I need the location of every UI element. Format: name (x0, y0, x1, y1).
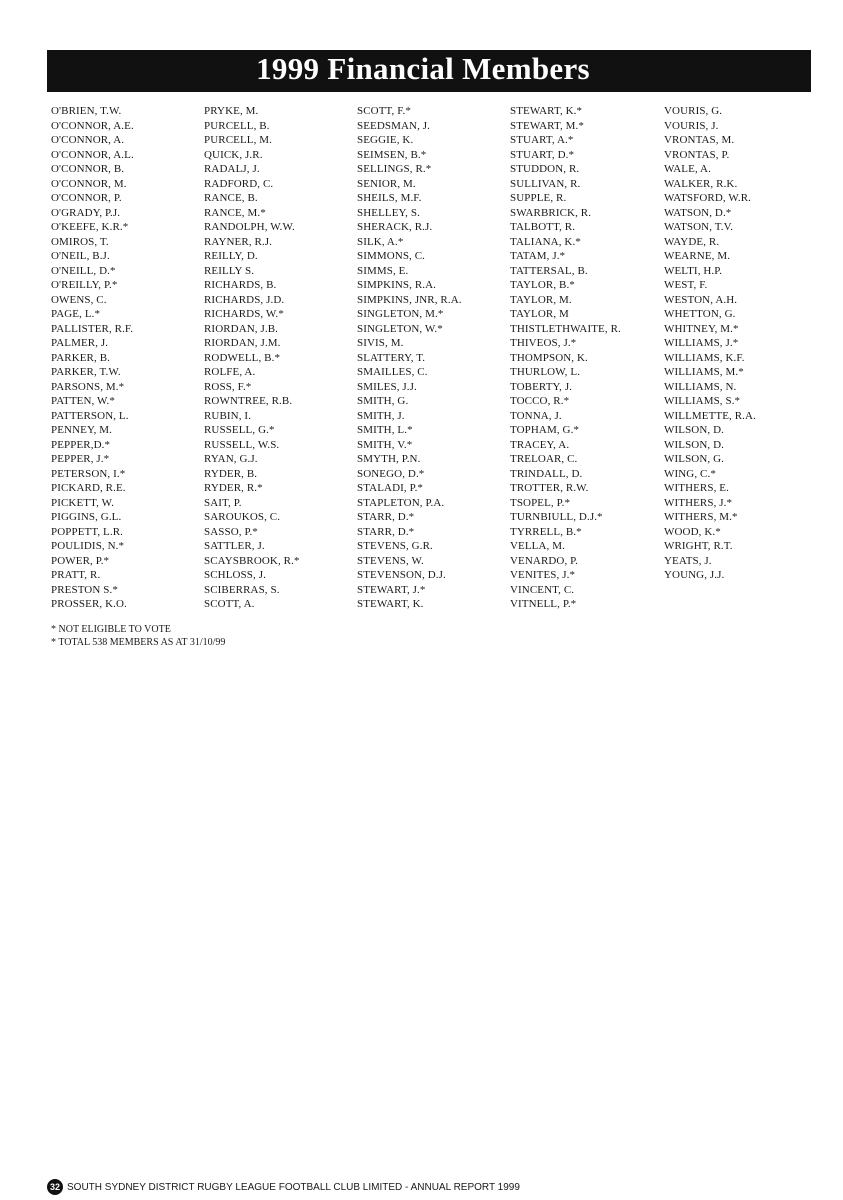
member-name: SCHLOSS, J. (204, 569, 266, 581)
member-name: WITHERS, J.* (664, 496, 733, 509)
member-name: TAYLOR, M (510, 308, 569, 320)
member-name: RAYNER, R.J. (204, 235, 273, 248)
member-name: RODWELL, B.* (204, 351, 281, 364)
member-name: SMITH, V.* (357, 438, 413, 451)
member-name: SAROUKOS, C. (204, 511, 281, 523)
member-name: WILLIAMS, J.* (664, 337, 739, 349)
member-name: WALE, A. (664, 163, 711, 175)
member-name: SEIMSEN, B.* (357, 148, 427, 161)
member-name: WOOD, K.* (664, 525, 721, 538)
member-name: STAPLETON, P.A. (357, 496, 445, 509)
member-name: WING, C.* (664, 467, 716, 480)
member-name: SINGLETON, M.* (357, 308, 444, 320)
member-name: RIORDAN, J.M. (204, 337, 281, 349)
member-name: RYDER, B. (204, 467, 258, 480)
member-name: RIORDAN, J.B. (204, 322, 279, 335)
member-name: THOMPSON, K. (510, 351, 588, 364)
member-name: PURCELL, M. (204, 134, 273, 146)
member-name: SCAYSBROOK, R.* (204, 554, 300, 567)
member-name: WALKER, R.K. (664, 177, 738, 190)
member-name: TALBOTT, R. (510, 221, 576, 233)
member-column-1 (51, 104, 134, 612)
member-name: SIMPKINS, R.A. (357, 279, 437, 291)
member-name: VRONTAS, P. (664, 148, 730, 161)
member-name: VINCENT, C. (510, 583, 575, 596)
member-name: PARKER, B. (51, 351, 110, 364)
member-name: O'CONNOR, P. (51, 192, 122, 204)
member-name: SONEGO, D.* (357, 467, 425, 480)
member-name: SCOTT, F.* (357, 105, 412, 117)
member-name: STEWART, J.* (357, 583, 426, 596)
member-name: PURCELL, B. (204, 119, 270, 132)
member-name: PARKER, T.W. (51, 366, 121, 378)
member-name: TAYLOR, B.* (510, 279, 575, 291)
member-name: SELLINGS, R.* (357, 163, 432, 175)
member-name: TATAM, J.* (510, 250, 566, 262)
member-name: WILSON, D. (664, 438, 724, 451)
member-name: SENIOR, M. (357, 177, 416, 190)
member-name: WAYDE, R. (664, 235, 720, 248)
member-name: PALLISTER, R.F. (51, 322, 134, 335)
member-name: WHETTON, G. (664, 308, 736, 320)
member-name: WEARNE, M. (664, 250, 731, 262)
member-name: SMITH, G. (357, 395, 409, 407)
member-name: YOUNG, J.J. (664, 569, 725, 581)
member-name: STUART, A.* (510, 134, 574, 146)
member-name: PATTERSON, L. (51, 409, 129, 422)
member-name: O'REILLY, P.* (51, 279, 118, 291)
member-name: WILLIAMS, M.* (664, 366, 744, 378)
member-name: SWARBRICK, R. (510, 206, 592, 219)
member-name: REILLY S. (204, 264, 255, 277)
member-name: TOPHAM, G.* (510, 424, 580, 436)
member-name: RADFORD, C. (204, 177, 274, 190)
member-name: SINGLETON, W.* (357, 322, 443, 335)
member-name: SEEDSMAN, J. (357, 119, 431, 132)
member-name: PIGGINS, G.L. (51, 511, 122, 523)
member-name: O'CONNOR, A. (51, 134, 125, 146)
member-column-4 (510, 104, 621, 612)
member-name: PAGE, L.* (51, 308, 101, 320)
member-name: TONNA, J. (510, 409, 562, 422)
member-column-5 (664, 104, 756, 583)
page-number: 32 (47, 1179, 63, 1195)
member-name: OMIROS, T. (51, 235, 109, 248)
member-name: O'KEEFE, K.R.* (51, 221, 129, 233)
member-name: QUICK, J.R. (204, 148, 263, 161)
member-column-3 (357, 104, 462, 612)
member-name: STEWART, K.* (510, 105, 583, 117)
member-name: PALMER, J. (51, 337, 109, 349)
member-name: SLATTERY, T. (357, 351, 426, 364)
page-title: 1999 Financial Members (256, 51, 590, 86)
member-name: SHELLEY, S. (357, 206, 420, 219)
member-name: POULIDIS, N.* (51, 540, 125, 552)
member-name: STEWART, K. (357, 598, 424, 610)
footnotes (51, 623, 225, 649)
member-name: TSOPEL, P.* (510, 496, 571, 509)
member-name: SMITH, J. (357, 409, 405, 422)
member-name: RANCE, B. (204, 192, 258, 204)
member-name: RYAN, G.J. (204, 453, 258, 465)
member-name: O'GRADY, P.J. (51, 206, 121, 219)
member-name: PRESTON S.* (51, 583, 118, 596)
member-name: RANDOLPH, W.W. (204, 221, 295, 233)
member-name: VOURIS, J. (664, 119, 719, 132)
member-name: O'BRIEN, T.W. (51, 105, 122, 117)
member-name: PATTEN, W.* (51, 395, 115, 407)
member-name: O'NEILL, D.* (51, 264, 116, 277)
member-name: STUDDON, R. (510, 163, 580, 175)
member-name: SMAILLES, C. (357, 366, 428, 378)
title-banner (47, 50, 811, 92)
member-name: STEVENS, G.R. (357, 540, 433, 552)
member-name: SMITH, L.* (357, 424, 413, 436)
member-name: TOCCO, R.* (510, 395, 570, 407)
member-name: RANCE, M.* (204, 206, 266, 219)
member-name: ROLFE, A. (204, 366, 256, 378)
member-name: WITHERS, M.* (664, 511, 738, 523)
member-name: PETERSON, I.* (51, 467, 126, 480)
member-name: SAIT, P. (204, 496, 242, 509)
member-name: VENITES, J.* (510, 569, 576, 581)
member-name: SEGGIE, K. (357, 134, 414, 146)
footnote-total-members: * TOTAL 538 MEMBERS AS AT 31/10/99 (51, 637, 226, 648)
member-name: TAYLOR, M. (510, 293, 572, 306)
member-name: TALIANA, K.* (510, 235, 581, 248)
member-name: PICKETT, W. (51, 496, 114, 509)
member-name: WHITNEY, M.* (664, 322, 739, 335)
member-name: SHEILS, M.F. (357, 192, 422, 204)
member-name: PROSSER, K.O. (51, 598, 127, 610)
member-name: ROWNTREE, R.B. (204, 395, 293, 407)
member-name: ROSS, F.* (204, 380, 252, 393)
member-name: VENARDO, P. (510, 554, 579, 567)
member-name: O'CONNOR, A.E. (51, 119, 134, 132)
member-column-2 (204, 104, 300, 612)
member-name: SIMMS, E. (357, 264, 409, 277)
page-footer (47, 1179, 520, 1195)
member-name: OWENS, C. (51, 293, 107, 306)
member-name: YEATS, J. (664, 554, 712, 567)
member-name: POWER, P.* (51, 554, 110, 567)
member-name: THISTLETHWAITE, R. (510, 322, 621, 335)
member-name: SULLIVAN, R. (510, 177, 581, 190)
member-name: SUPPLE, R. (510, 192, 567, 204)
member-name: VELLA, M. (510, 540, 565, 552)
member-name: POPPETT, L.R. (51, 525, 123, 538)
member-name: STEVENS, W. (357, 554, 424, 567)
member-name: STUART, D.* (510, 148, 575, 161)
member-name: WATSON, T.V. (664, 221, 734, 233)
member-name: STEWART, M.* (510, 119, 584, 132)
member-name: WILLIAMS, S.* (664, 395, 741, 407)
member-name: THIVEOS, J.* (510, 337, 577, 349)
member-name: RYDER, R.* (204, 482, 263, 494)
member-name: PARSONS, M.* (51, 380, 125, 393)
member-name: WELTI, H.P. (664, 264, 723, 277)
member-name: STALADI, P.* (357, 482, 424, 494)
footer-text: SOUTH SYDNEY DISTRICT RUGBY LEAGUE FOOTBALL CLUB LIMITED - ANNUAL REPORT 1999 (67, 1181, 520, 1193)
member-name: SCIBERRAS, S. (204, 583, 280, 596)
member-name: VITNELL, P.* (510, 598, 577, 610)
member-name: O'CONNOR, M. (51, 177, 127, 190)
member-name: WILLIAMS, N. (664, 380, 737, 393)
member-name: O'CONNOR, A.L. (51, 148, 134, 161)
member-name: SMYTH, P.N. (357, 453, 421, 465)
member-name: WILSON, D. (664, 424, 724, 436)
member-name: PRATT, R. (51, 569, 101, 581)
member-name: PEPPER, J.* (51, 453, 110, 465)
member-name: TURNBIULL, D.J.* (510, 511, 603, 523)
member-name: WILSON, G. (664, 453, 724, 465)
member-name: SILK, A.* (357, 235, 404, 248)
member-name: SIMPKINS, JNR, R.A. (357, 293, 462, 306)
member-name: RADALJ, J. (204, 163, 260, 175)
member-name: PENNEY, M. (51, 424, 113, 436)
member-name: VOURIS, G. (664, 105, 723, 117)
member-name: TRELOAR, C. (510, 453, 578, 465)
member-name: TRACEY, A. (510, 438, 570, 451)
member-name: SHERACK, R.J. (357, 221, 433, 233)
member-name: RICHARDS, J.D. (204, 293, 285, 306)
member-name: RICHARDS, B. (204, 279, 277, 291)
member-name: RUSSELL, W.S. (204, 438, 280, 451)
member-name: WESTON, A.H. (664, 293, 738, 306)
member-name: SIMMONS, C. (357, 250, 426, 262)
member-name: STEVENSON, D.J. (357, 569, 446, 581)
member-name: WITHERS, E. (664, 482, 729, 494)
member-name: SATTLER, J. (204, 540, 265, 552)
footnote-not-eligible: * NOT ELIGIBLE TO VOTE (51, 624, 171, 635)
member-name: WATSON, D.* (664, 206, 732, 219)
member-name: TRINDALL, D. (510, 467, 583, 480)
member-name: O'CONNOR, B. (51, 163, 125, 175)
member-name: PEPPER,D.* (51, 438, 111, 451)
member-name: SASSO, P.* (204, 525, 258, 538)
member-name: WILLMETTE, R.A. (664, 409, 756, 422)
member-name: PICKARD, R.E. (51, 482, 126, 494)
member-name: WRIGHT, R.T. (664, 540, 733, 552)
member-name: RICHARDS, W.* (204, 308, 284, 320)
member-name: O'NEIL, B.J. (51, 250, 110, 262)
member-name: SIVIS, M. (357, 337, 404, 349)
member-name: RUSSELL, G.* (204, 424, 275, 436)
member-name: TROTTER, R.W. (510, 482, 589, 494)
member-name: PRYKE, M. (204, 105, 259, 117)
member-name: REILLY, D. (204, 250, 258, 262)
member-name: WEST, F. (664, 279, 708, 291)
member-name: TYRRELL, B.* (510, 525, 582, 538)
member-name: TOBERTY, J. (510, 380, 573, 393)
member-name: SMILES, J.J. (357, 380, 417, 393)
member-name: RUBIN, I. (204, 409, 252, 422)
member-name: STARR, D.* (357, 511, 415, 523)
member-name: STARR, D.* (357, 525, 415, 538)
member-name: VRONTAS, M. (664, 134, 735, 146)
member-name: TATTERSAL, B. (510, 264, 588, 277)
member-name: WILLIAMS, K.F. (664, 351, 745, 364)
member-name: SCOTT, A. (204, 598, 255, 610)
member-name: WATSFORD, W.R. (664, 192, 751, 204)
member-name: THURLOW, L. (510, 366, 581, 378)
